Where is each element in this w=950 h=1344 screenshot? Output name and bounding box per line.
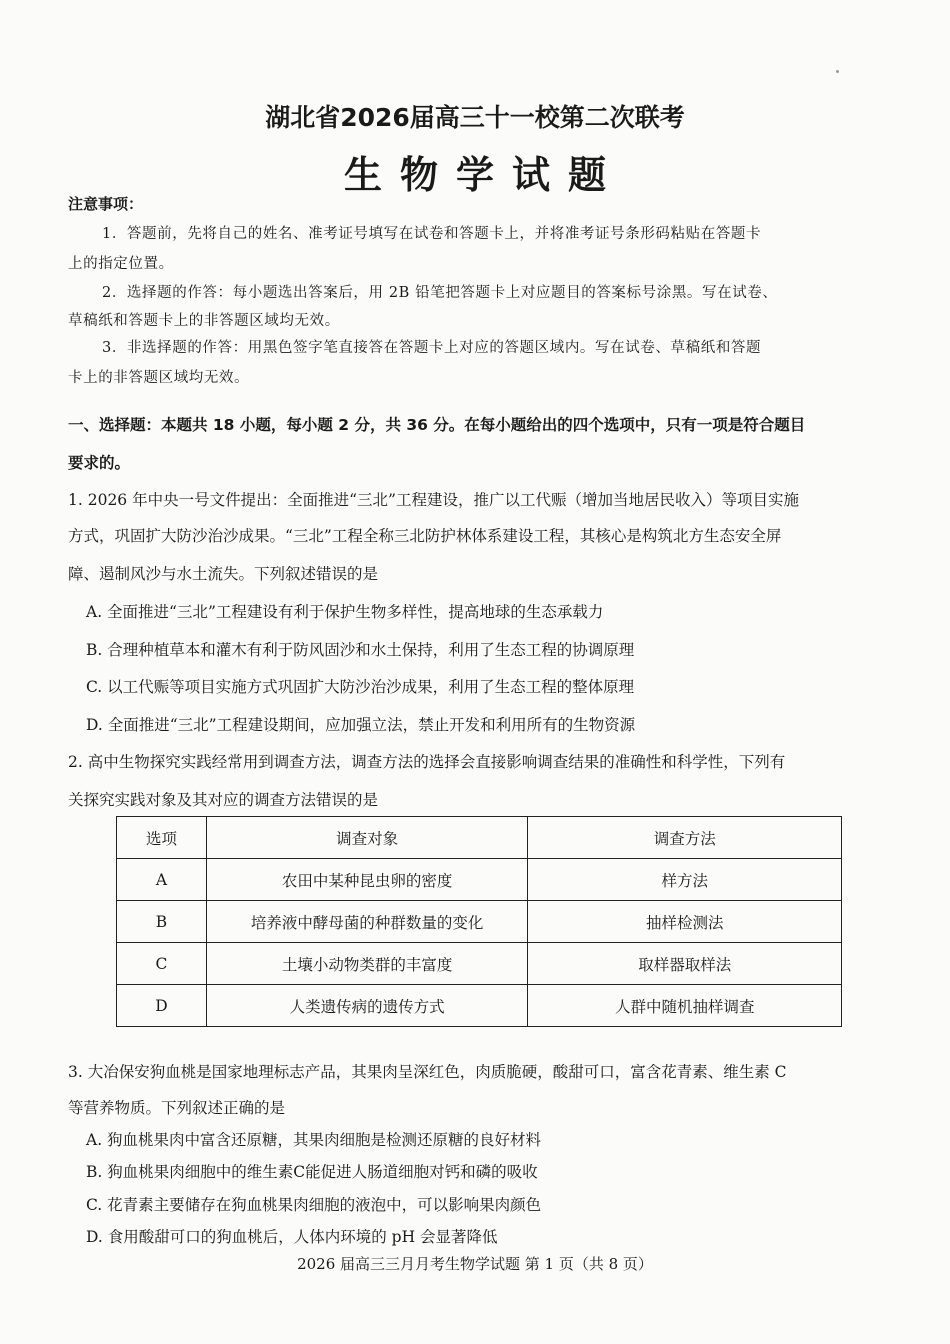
question-1-option-a: A. 全面推进“三北”工程建设有利于保护生物多样性，提高地球的生态承载力 (86, 603, 604, 621)
table-header-row (117, 817, 842, 859)
question-3-option-b: B. 狗血桃果肉细胞中的维生素C能促进人肠道细胞对钙和磷的吸收 (86, 1163, 538, 1181)
question-1-stem: 障、遏制风沙与水土流失。下列叙述错误的是 (68, 565, 379, 583)
table-row (117, 901, 842, 943)
survey-table (116, 816, 842, 1027)
exam-title: 湖北省2026届高三十一校第二次联考 (265, 103, 685, 132)
table-cell: 人群中随机抽样调查 (528, 985, 842, 1027)
question-2-stem: 2. 高中生物探究实践经常用到调查方法，调查方法的选择会直接影响调查结果的准确性和科学性，下列有 (68, 753, 786, 771)
table-cell: 农田中某种昆虫卵的密度 (206, 859, 528, 901)
table-cell: 培养液中酵母菌的种群数量的变化 (206, 901, 528, 943)
table-cell: 抽样检测法 (528, 901, 842, 943)
section-heading-cont: 要求的。 (68, 454, 131, 472)
question-1-option-b: B. 合理种植草本和灌木有利于防风固沙和水土保持，利用了生态工程的协调原理 (86, 641, 635, 659)
table-cell: 样方法 (528, 859, 842, 901)
notice-line: 上的指定位置。 (68, 256, 174, 272)
table-cell: 取样器取样法 (528, 943, 842, 985)
table-cell: 土壤小动物类群的丰富度 (206, 943, 528, 985)
table-cell: 人类遗传病的遗传方式 (206, 985, 528, 1027)
notice-line: 2．选择题的作答：每小题选出答案后，用 2B 铅笔把答题卡上对应题目的答案标号涂黑。写在试卷、 (102, 285, 778, 301)
table-header-cell: 调查对象 (206, 817, 528, 859)
question-2-stem: 关探究实践对象及其对应的调查方法错误的是 (68, 791, 379, 809)
table-cell: A (117, 859, 207, 901)
notice-line: 1．答题前，先将自己的姓名、准考证号填写在试卷和答题卡上，并将准考证号条形码粘贴在答题卡 (102, 226, 762, 242)
table-cell: D (117, 985, 207, 1027)
question-3-stem: 等营养物质。下列叙述正确的是 (68, 1099, 286, 1117)
subject-title: 生物学试题 (343, 153, 624, 197)
notice-line: 草稿纸和答题卡上的非答题区域均无效。 (68, 313, 340, 329)
notice-line: 3．非选择题的作答：用黑色签字笔直接答在答题卡上对应的答题区域内。写在试卷、草稿纸和答题 (102, 340, 762, 356)
question-3-option-a: A. 狗血桃果肉中富含还原糖，其果肉细胞是检测还原糖的良好材料 (86, 1131, 542, 1149)
notice-heading: 注意事项： (68, 195, 144, 213)
question-1-option-d: D. 全面推进“三北”工程建设期间，应加强立法，禁止开发和利用所有的生物资源 (86, 716, 636, 734)
question-3-stem: 3. 大冶保安狗血桃是国家地理标志产品，其果肉呈深红色，肉质脆硬，酸甜可口，富含花青素、维生素 C (68, 1063, 787, 1081)
table-row (117, 943, 842, 985)
section-heading: 一、选择题：本题共 18 小题，每小题 2 分，共 36 分。在每小题给出的四个选项中，只有一项是符合题目 (68, 416, 806, 434)
scan-speck (836, 70, 839, 73)
table-cell: C (117, 943, 207, 985)
question-1-stem: 方式，巩固扩大防沙治沙成果。“三北”工程全称三北防护林体系建设工程，其核心是构筑北方生态安全屏 (68, 527, 782, 545)
table-row (117, 859, 842, 901)
question-1-option-c: C. 以工代赈等项目实施方式巩固扩大防沙治沙成果，利用了生态工程的整体原理 (86, 678, 635, 696)
table-cell: B (117, 901, 207, 943)
notice-line: 卡上的非答题区域均无效。 (68, 370, 250, 386)
table-row (117, 985, 842, 1027)
table-header-cell: 调查方法 (528, 817, 842, 859)
question-1-stem: 1. 2026 年中央一号文件提出：全面推进“三北”工程建设，推广以工代赈（增加当地居民收入）等项目实施 (68, 491, 799, 509)
table-header-cell: 选项 (117, 817, 207, 859)
question-3-option-d: D. 食用酸甜可口的狗血桃后，人体内环境的 pH 会显著降低 (86, 1228, 498, 1246)
page-footer: 2026 届高三三月月考生物学试题 第 1 页（共 8 页） (297, 1255, 653, 1273)
question-3-option-c: C. 花青素主要储存在狗血桃果肉细胞的液泡中，可以影响果肉颜色 (86, 1196, 542, 1214)
